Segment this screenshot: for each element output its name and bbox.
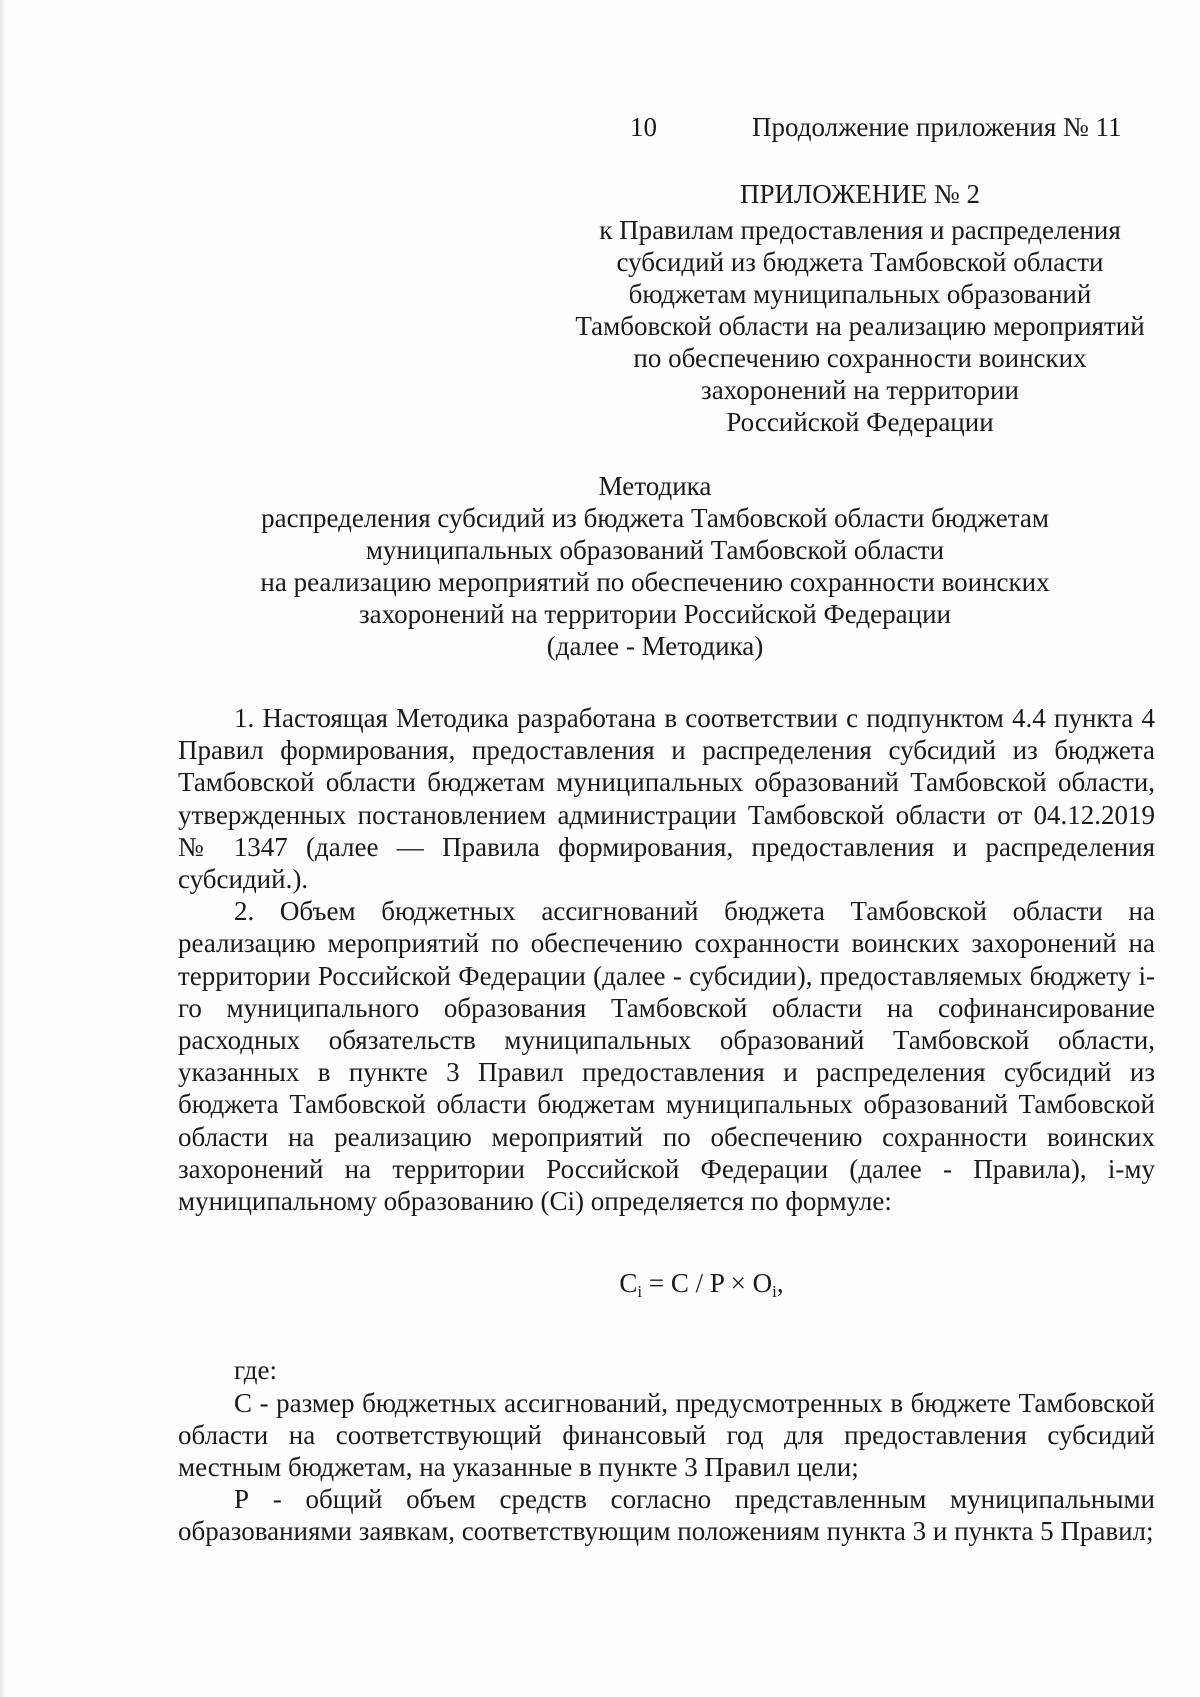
definition-p: Р - общий объем средств согласно представленным муниципальными образованиями заявкам, соответствующим положениям пункта 3 и пункта 5 Правил; [178, 1484, 1155, 1547]
formula-c-subscript: i [637, 1282, 643, 1302]
formula-o-subscript: i [772, 1282, 777, 1302]
continuation-note: Продолжение приложения № 11 [752, 112, 1122, 142]
appendix-line: Тамбовской области на реализацию мероприятий [575, 311, 1145, 341]
appendix-line: бюджетам муниципальных образований [628, 279, 1092, 309]
page-number: 10 [630, 112, 657, 142]
formula-tail: , [776, 1268, 784, 1299]
appendix-heading [540, 178, 1180, 438]
method-title-line: захоронений на территории Российской Федерации [359, 599, 951, 629]
method-title-line: распределения субсидий из бюджета Тамбовской области бюджетам [261, 503, 1049, 533]
scan-edge [0, 0, 6, 1697]
method-title-line: Методика [598, 471, 712, 501]
paragraph-2: 2. Объем бюджетных ассигнований бюджета Тамбовской области на реализацию мероприятий по обеспечению сохранности воинских захоронений на территории Российской Федерации (далее - субсидии), предоставляемых бюджету i-го муниципального образования Тамбовской области на софинансирование расходных обязательств муниципальных образований Тамбовской области, указанных в пункте 3 Правил предоставления и распределения субсидий из бюджета Тамбовской области бюджетам муниципальных образований Тамбовской области на реализацию мероприятий по обеспечению сохранности воинских захоронений на территории Российской Федерации (далее - Правила), i-му муниципальному образованию (Сi) определяется по формуле: [178, 896, 1155, 1217]
formula-c: C [619, 1268, 638, 1299]
appendix-line: захоронений на территории [701, 375, 1019, 405]
where-label: где: [234, 1355, 277, 1386]
method-title [180, 470, 1130, 662]
definition-c: С - размер бюджетных ассигнований, предусмотренных в бюджете Тамбовской области на соответствующий финансовый год для предоставления субсидий местным бюджетам, на указанные в пункте 3 Правил цели; [178, 1387, 1155, 1483]
appendix-title: ПРИЛОЖЕНИЕ № 2 [739, 179, 981, 209]
page-header [0, 112, 1200, 152]
appendix-line: по обеспечению сохранности воинских [633, 343, 1087, 373]
appendix-line: Российской Федерации [726, 407, 994, 437]
paragraph-1: 1. Настоящая Методика разработана в соответствии с подпунктом 4.4 пункта 4 Правил формирования, предоставления и распределения субсидий из бюджета Тамбовской области бюджетам муниципальных образований Тамбовской области, утвержденных постановлением администрации Тамбовской области от 04.12.2019 № 1347 (далее — Правила формирования, предоставления и распределения субсидий.). [178, 703, 1155, 895]
appendix-line: к Правилам предоставления и распределения [599, 215, 1121, 245]
method-title-line: муниципальных образований Тамбовской области [365, 535, 945, 565]
method-title-line: (далее - Методика) [546, 631, 764, 661]
method-title-line: на реализацию мероприятий по обеспечению сохранности воинских [260, 567, 1050, 597]
formula-middle: = C / P × O [642, 1268, 773, 1299]
formula [178, 1267, 1155, 1308]
document-body [178, 702, 1155, 1548]
appendix-line: субсидий из бюджета Тамбовской области [616, 247, 1104, 277]
